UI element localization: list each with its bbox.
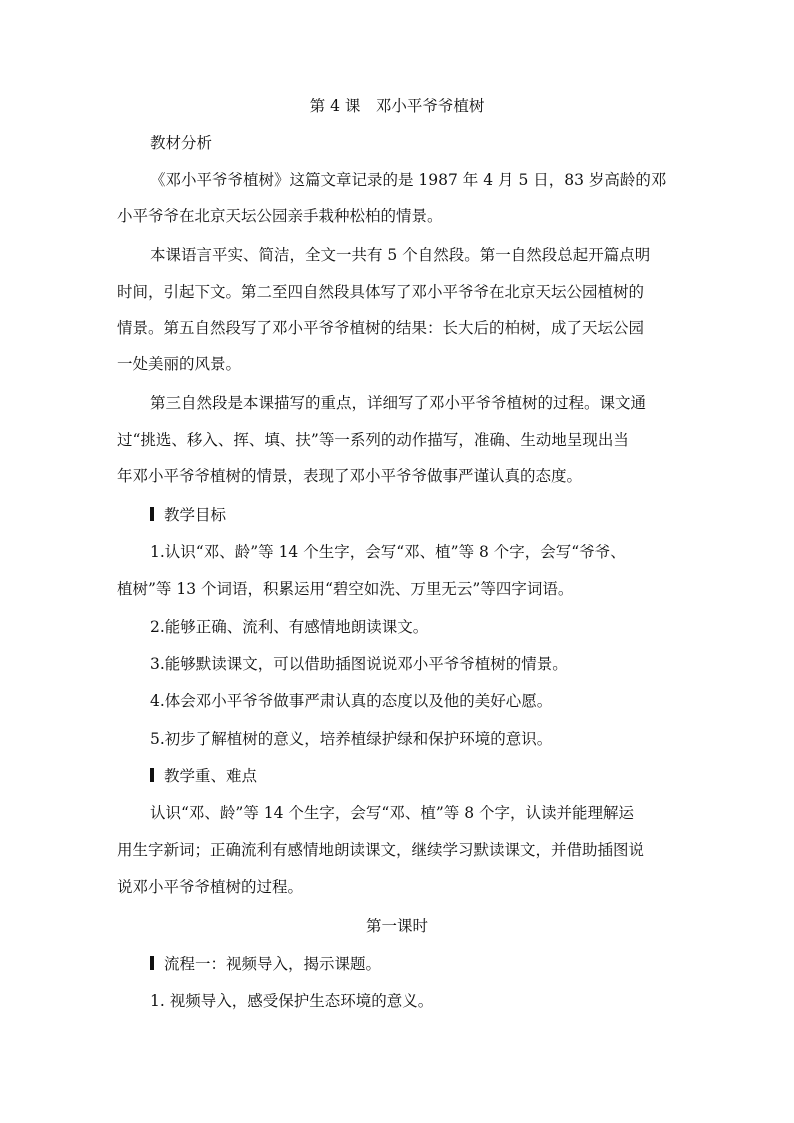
- key-points-line-2: 用生字新词；正确流利有感情地朗读课文，继续学习默读课文，并借助插图说: [117, 841, 645, 859]
- goal-4: 4.体会邓小平爷爷做事严肃认真的态度以及他的美好心愿。: [150, 692, 553, 710]
- flow-1-heading: [150, 954, 381, 974]
- section-marker-icon: [150, 956, 154, 970]
- section-heading-text: 教学重、难点: [164, 767, 258, 785]
- goal-5: 5.初步了解植树的意义，培养植绿护绿和保护环境的意识。: [150, 730, 553, 748]
- paragraph-2-line-4: 一处美丽的风景。: [117, 355, 242, 373]
- section-heading-teaching-goals: [150, 505, 226, 525]
- section-heading-key-points: [150, 766, 257, 786]
- flow-heading-text: 流程一：视频导入，揭示课题。: [164, 955, 382, 973]
- section-marker-icon: [150, 507, 154, 521]
- paragraph-3-line-3: 年邓小平爷爷植树的情景，表现了邓小平爷爷做事严谨认真的态度。: [117, 467, 583, 485]
- section-heading-textbook-analysis: 教材分析: [150, 134, 213, 152]
- key-points-line-1: 认识“邓、龄”等 14 个生字，会写“邓、植”等 8 个字，认读并能理解运: [150, 804, 634, 822]
- key-points-line-3: 说邓小平爷爷植树的过程。: [117, 878, 304, 896]
- flow-1-item-1: 1. 视频导入，感受保护生态环境的意义。: [150, 992, 434, 1010]
- lesson-title: 第 4 课 邓小平爷爷植树: [309, 97, 485, 115]
- paragraph-3-line-1: 第三自然段是本课描写的重点，详细写了邓小平爷爷植树的过程。课文通: [150, 394, 647, 412]
- paragraph-2-line-3: 情景。第五自然段写了邓小平爷爷植树的结果：长大后的柏树，成了天坛公园: [117, 319, 645, 337]
- goal-3: 3.能够默读课文，可以借助插图说说邓小平爷爷植树的情景。: [150, 655, 568, 673]
- goal-2: 2.能够正确、流利、有感情地朗读课文。: [150, 618, 429, 636]
- section-heading-text: 教学目标: [164, 506, 227, 524]
- paragraph-1-line-1: 《邓小平爷爷植树》这篇文章记录的是 1987 年 4 月 5 日，83 岁高龄的邓: [150, 171, 667, 189]
- paragraph-2-line-2: 时间，引起下文。第二至四自然段具体写了邓小平爷爷在北京天坛公园植树的: [117, 283, 645, 301]
- section-marker-icon: [150, 768, 154, 782]
- goal-1-line-1: 1.认识“邓、龄”等 14 个生字，会写“邓、植”等 8 个字，会写“爷爷、: [150, 543, 626, 561]
- goal-1-line-2: 植树”等 13 个词语，积累运用“碧空如洗、万里无云”等四字词语。: [117, 580, 574, 598]
- paragraph-2-line-1: 本课语言平实、简洁，全文一共有 5 个自然段。第一自然段总起开篇点明: [150, 246, 651, 264]
- paragraph-3-line-2: 过“挑选、移入、挥、填、扶”等一系列的动作描写，准确、生动地呈现出当: [117, 431, 629, 449]
- paragraph-1-line-2: 小平爷爷在北京天坛公园亲手栽种松柏的情景。: [117, 207, 443, 225]
- lesson-period-heading: 第一课时: [365, 917, 428, 935]
